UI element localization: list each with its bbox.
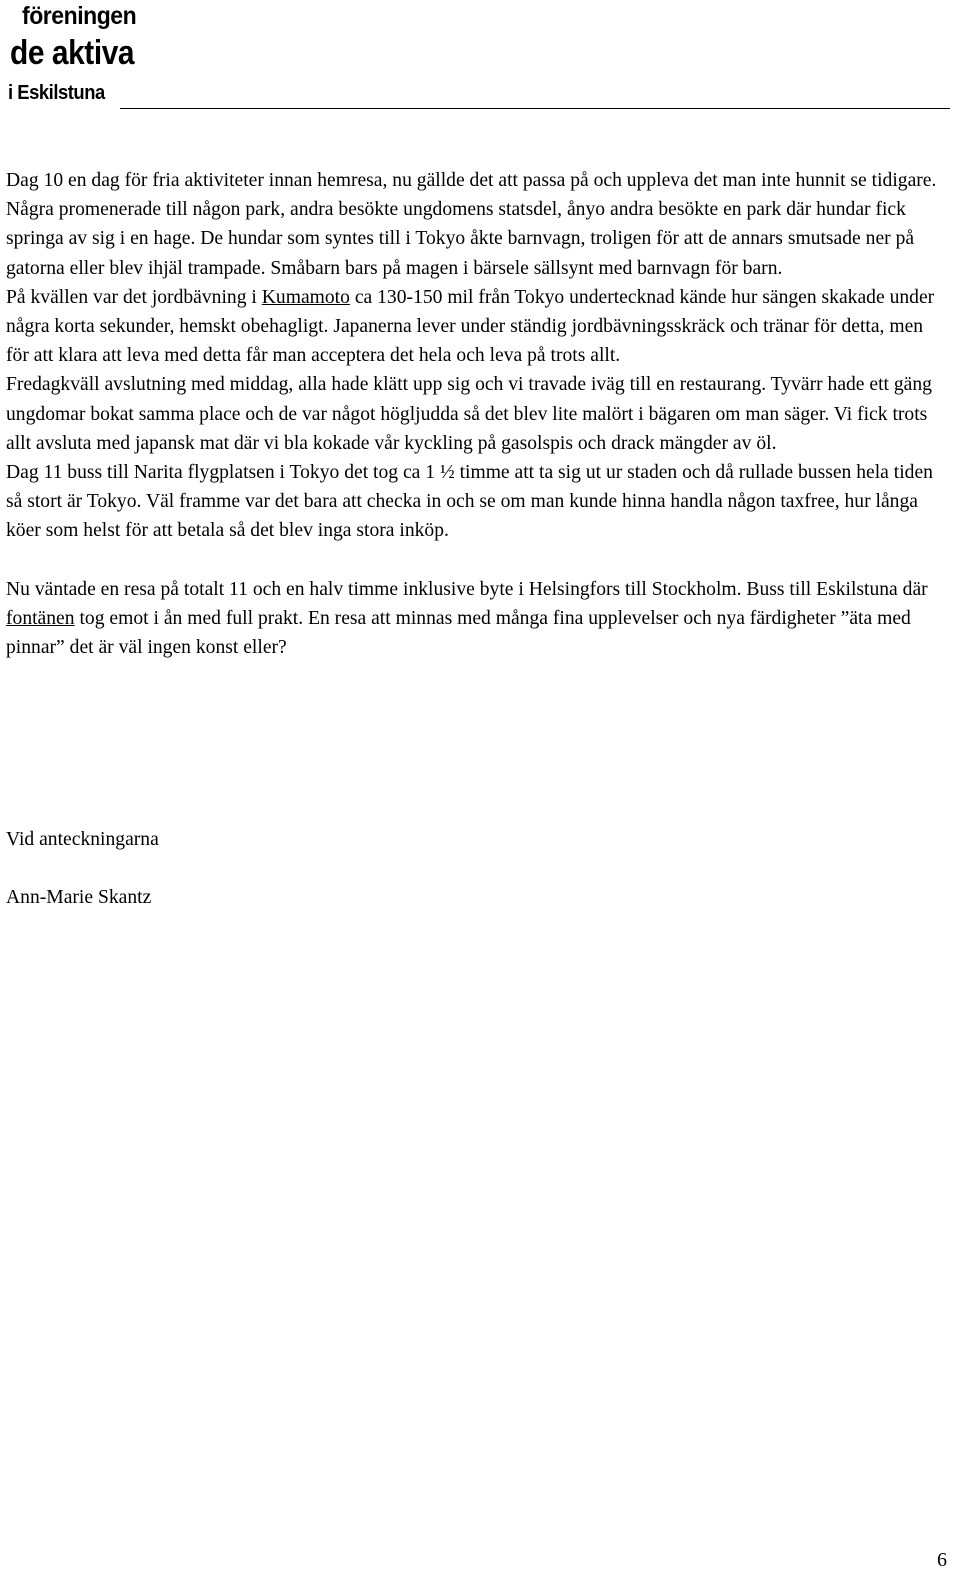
kumamoto-link[interactable]: Kumamoto	[261, 286, 350, 308]
paragraph-spacer	[6, 546, 950, 575]
paragraph-earthquake-text-start: På kvällen var det jordbävning i	[6, 286, 262, 308]
paragraph-friday-dinner: Fredagkväll avslutning med middag, alla hade klätt upp sig och vi travade iväg till en restaurang. Tyvärr hade ett gäng ungdomar bokat samma place och de var något högljudda så det blev lite malört i bägaren om man säger. Vi fick trots allt avsluta med japansk mat där vi bla kokade vår kyckling på gasolspis och drack mängder av öl.	[6, 374, 932, 454]
signature-note: Vid anteckningarna	[6, 829, 159, 850]
logo-text-i-eskilstuna: i Eskilstuna	[8, 82, 105, 104]
header-logo	[8, 0, 952, 110]
body-text	[6, 166, 950, 662]
logo-text-de-aktiva: de aktiva	[10, 34, 135, 72]
page-number: 6	[937, 1549, 947, 1571]
paragraph-day-10: Dag 10 en dag för fria aktiviteter innan hemresa, nu gällde det att passa på och uppleva det man inte hunnit se tidigare. Några promenerade till någon park, andra besökte ungdomens statsdel, ånyo andra besökte en park där hundar fick springa av sig i en hage. De hundar som syntes till i Tokyo åkte barnvagn, troligen för att de annars smutsade ner på gatorna eller blev ihjäl trampade. Småbarn bars på magen i bärsele sällsynt med barnvagn för barn.	[6, 170, 937, 279]
header-divider	[120, 108, 950, 109]
fontanen-link[interactable]: fontänen	[6, 608, 75, 630]
paragraph-earthquake-text-end: ca 130-150 mil från Tokyo undertecknad kände hur sängen skakade under några korta sekunder, hemskt obehagligt. Japanerna lever under ständig jordbävningsskräck och tränar för detta, men för att klara att leva med detta får man acceptera det hela och leva på trots allt.	[6, 286, 935, 367]
signature-author: Ann-Marie Skantz	[6, 887, 152, 908]
paragraph-day-11: Dag 11 buss till Narita flygplatsen i Tokyo det tog ca 1 ½ timme att ta sig ut ur staden och då rullade bussen hela tiden så stort är Tokyo. Väl framme var det bara att checka in och se om man kunde hinna handla någon taxfree, hur långa köer som helst för att betala så det blev inga stora inköp.	[6, 462, 933, 542]
paragraph-earthquake	[6, 283, 950, 371]
paragraph-journey-home-text-start: Nu väntade en resa på totalt 11 och en halv timme inklusive byte i Helsingfors till Stockholm. Buss till Eskilstuna där	[6, 578, 928, 600]
paragraph-journey-home	[6, 575, 950, 663]
logo-text-foreningen: föreningen	[22, 2, 137, 30]
paragraph-journey-home-text-end: tog emot i ån med full prakt. En resa att minnas med många fina upplevelser och nya färdigheter ”äta med pinnar” det är väl ingen konst eller?	[6, 608, 911, 659]
